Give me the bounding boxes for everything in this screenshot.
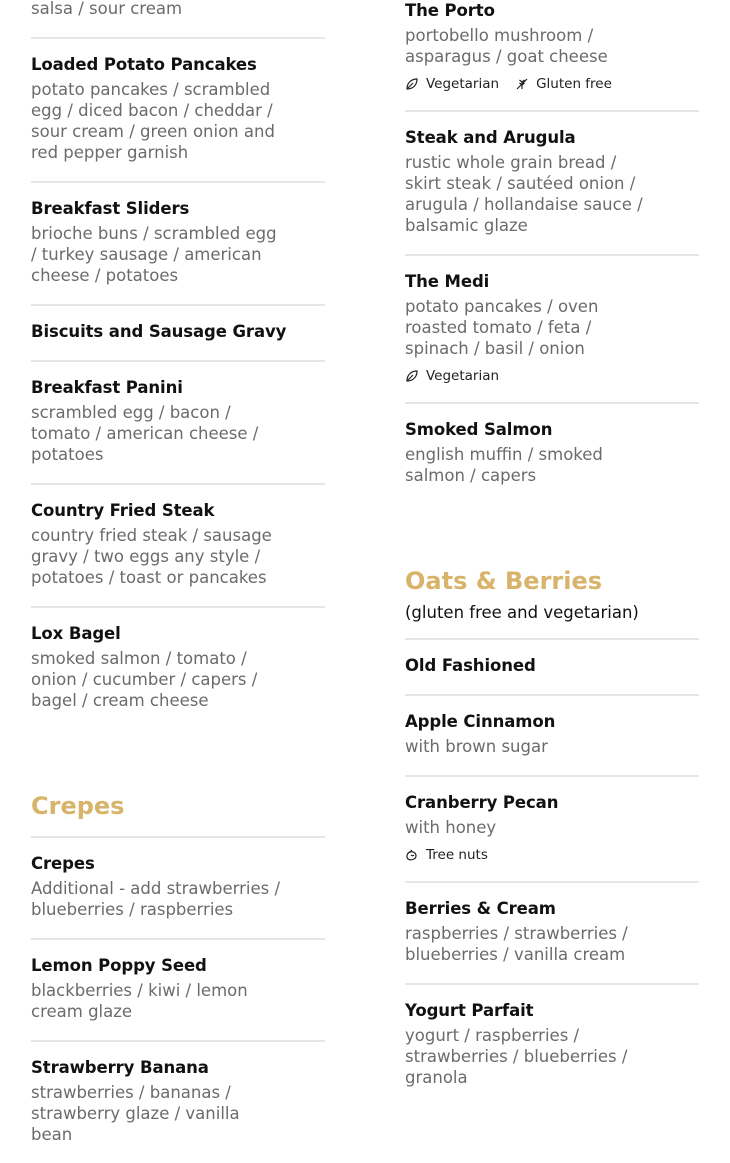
- section-title: Crepes: [31, 792, 125, 820]
- item-name: Old Fashioned: [405, 656, 536, 675]
- item-name: Biscuits and Sausage Gravy: [31, 322, 287, 341]
- item-name: Lemon Poppy Seed: [31, 956, 207, 975]
- item-name: Smoked Salmon: [405, 420, 553, 439]
- menu-item: [405, 256, 699, 404]
- menu-item: [405, 0, 699, 112]
- menu-item: [31, 362, 325, 485]
- item-name: The Porto: [405, 1, 495, 20]
- item-description: strawberries / bananas / strawberry glaze / vanilla bean: [31, 1083, 240, 1144]
- item-description: english muffin / smoked salmon / capers: [405, 445, 603, 485]
- item-name: Berries & Cream: [405, 899, 556, 918]
- item-name: Loaded Potato Pancakes: [31, 55, 257, 74]
- menu-item: [31, 183, 325, 306]
- menu-item: [405, 777, 699, 883]
- item-description: potato pancakes / oven roasted tomato / feta / spinach / basil / onion: [405, 297, 599, 358]
- leaf-icon: [405, 77, 419, 91]
- item-description: rustic whole grain bread / skirt steak / sautéed onion / arugula / hollandaise sauce / balsamic glaze: [405, 153, 643, 235]
- item-name: Steak and Arugula: [405, 128, 576, 147]
- item-name: The Medi: [405, 272, 490, 291]
- section-subtitle: (gluten free and vegetarian): [405, 603, 639, 622]
- item-description: country fried steak / sausage gravy / two eggs any style / potatoes / toast or pancakes: [31, 526, 272, 587]
- tag-label: Vegetarian: [426, 76, 500, 92]
- tag-label: Tree nuts: [426, 847, 488, 863]
- item-name: Cranberry Pecan: [405, 793, 559, 812]
- tag-gluten-free: [515, 76, 612, 92]
- menu-item: [405, 985, 699, 1106]
- item-description: scrambled egg / bacon / tomato / american cheese / potatoes: [31, 403, 259, 464]
- item-description: portobello mushroom / asparagus / goat cheese: [405, 26, 608, 66]
- item-name: Breakfast Panini: [31, 378, 183, 397]
- item-name: Apple Cinnamon: [405, 712, 556, 731]
- menu-item: [31, 1042, 325, 1163]
- section-header-oats-berries: [405, 566, 699, 640]
- item-description: brioche buns / scrambled egg / turkey sausage / american cheese / potatoes: [31, 224, 277, 285]
- section-title: Oats & Berries: [405, 567, 603, 595]
- item-name: Yogurt Parfait: [405, 1001, 534, 1020]
- no-wheat-icon: [515, 77, 529, 91]
- menu-item: [31, 0, 325, 39]
- item-description: Additional - add strawberries / blueberries / raspberries: [31, 879, 281, 919]
- menu-item: [31, 940, 325, 1042]
- menu-item: [405, 640, 699, 696]
- leaf-icon: [405, 369, 419, 383]
- menu-item: [31, 306, 325, 362]
- item-name: Breakfast Sliders: [31, 199, 190, 218]
- tag-label: Vegetarian: [426, 368, 500, 384]
- menu-item: [31, 608, 325, 729]
- menu-item: [31, 485, 325, 608]
- menu-column-left: [31, 0, 325, 1163]
- item-name: Strawberry Banana: [31, 1058, 209, 1077]
- item-name: Crepes: [31, 854, 95, 873]
- section-header-crepes: [31, 791, 325, 838]
- tag-vegetarian: [405, 368, 499, 384]
- tag-tree-nuts: [405, 847, 488, 863]
- dietary-tags: [405, 368, 699, 384]
- item-description: potato pancakes / scrambled egg / diced bacon / cheddar / sour cream / green onion and red pepper garnish: [31, 80, 275, 162]
- item-description: with honey: [405, 818, 497, 837]
- item-description: raspberries / strawberries / blueberries / vanilla cream: [405, 924, 628, 964]
- item-description: salsa / sour cream: [31, 0, 183, 18]
- menu-item: [405, 112, 699, 256]
- item-name: Country Fried Steak: [31, 501, 215, 520]
- menu-item: [405, 883, 699, 985]
- menu-item: [31, 838, 325, 940]
- dietary-tags: [405, 847, 699, 863]
- item-description: blackberries / kiwi / lemon cream glaze: [31, 981, 248, 1021]
- item-description: with brown sugar: [405, 737, 548, 756]
- nut-icon: [405, 848, 419, 862]
- menu-item: [31, 39, 325, 183]
- menu-item: [405, 696, 699, 777]
- item-description: yogurt / raspberries / strawberries / blueberries / granola: [405, 1026, 628, 1087]
- dietary-tags: [405, 76, 699, 92]
- menu-column-right: [405, 0, 699, 1106]
- tag-vegetarian: [405, 76, 499, 92]
- item-name: Lox Bagel: [31, 624, 121, 643]
- menu-item: [405, 404, 699, 504]
- tag-label: Gluten free: [536, 76, 612, 92]
- item-description: smoked salmon / tomato / onion / cucumber / capers / bagel / cream cheese: [31, 649, 258, 710]
